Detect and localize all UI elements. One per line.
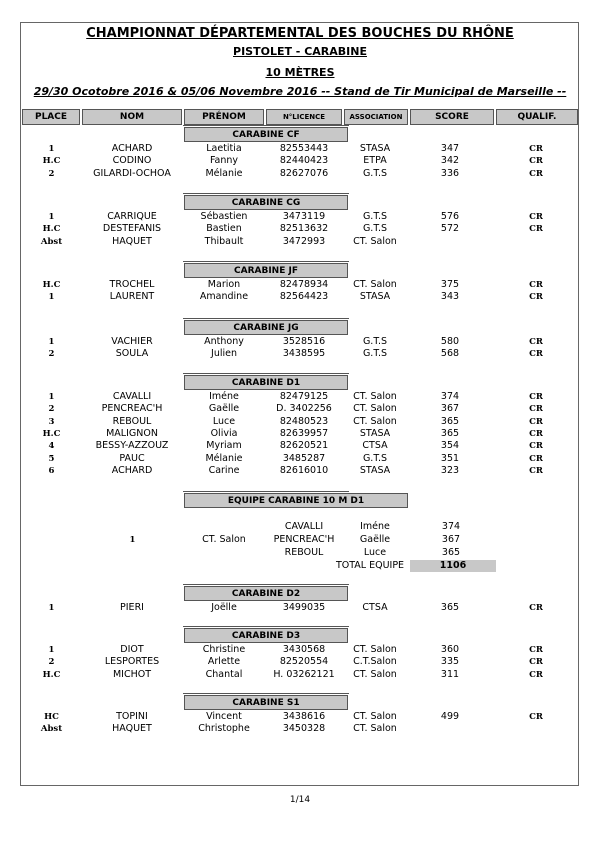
cell-licence: 3450328 [282, 723, 326, 735]
cell-nom: LESPORTES [104, 656, 160, 668]
cell-score: 374 [440, 391, 460, 402]
cell-place: 1 [48, 337, 55, 347]
cell-association: CTSA [362, 602, 388, 613]
cell-nom: MICHOT [112, 668, 152, 680]
cell-association: G.T.S [362, 452, 388, 464]
cell-nom: REBOUL [112, 415, 152, 427]
cell-nom: CARRIQUE [107, 211, 157, 222]
cell-place: 1 [48, 292, 55, 303]
cell-place: 1 [48, 603, 55, 613]
cell-score: 323 [440, 464, 460, 476]
cell-nom: DIOT [120, 644, 144, 655]
team-member-firstname: Gaëlle [359, 534, 391, 545]
cell-score: 572 [440, 223, 460, 235]
cell-nom: SOULA [115, 348, 149, 360]
cell-association: G.T.S [362, 167, 388, 179]
cell-qualif: CR [529, 280, 543, 290]
cell-association: CT. Salon [353, 391, 397, 402]
cell-nom: HAQUET [112, 723, 152, 735]
cell-association: STASA [359, 427, 391, 439]
cell-nom: BESSY-AZZOUZ [95, 440, 169, 452]
cell-association: STASA [359, 143, 391, 154]
cell-association: C.T.Salon [353, 656, 397, 668]
cell-licence: 82627076 [279, 167, 329, 179]
cell-licence: 82639957 [279, 427, 329, 439]
team-total-score: 1106 [410, 560, 496, 572]
cell-prenom: Fanny [209, 155, 239, 167]
category-header: CARABINE JF [184, 263, 348, 278]
cell-prenom: Mélanie [205, 167, 243, 179]
cell-prenom: Julien [211, 348, 237, 360]
cell-prenom: Laetitia [206, 143, 242, 154]
cell-score: 342 [440, 155, 460, 167]
cell-place: 3 [48, 416, 55, 427]
cell-qualif: CR [529, 292, 543, 303]
cell-licence: 82620521 [279, 440, 329, 452]
cell-qualif: CR [529, 144, 543, 154]
cell-association: CT. Salon [353, 235, 397, 247]
category-header: CARABINE CF [184, 127, 348, 142]
team-member-name: REBOUL [284, 547, 324, 558]
cell-score: 336 [440, 167, 460, 179]
cell-qualif: CR [529, 337, 543, 347]
cell-place: 2 [48, 657, 55, 668]
cell-place: H.C [42, 280, 61, 290]
cell-nom: CAVALLI [112, 391, 152, 402]
cell-association: CT. Salon [353, 279, 397, 290]
cell-place: 2 [48, 168, 55, 179]
cell-licence: 82478934 [279, 279, 329, 290]
cell-licence: 3499035 [282, 602, 326, 613]
cell-nom: ACHARD [111, 143, 153, 154]
page-number: 1/14 [289, 795, 311, 805]
cell-place: 2 [48, 404, 55, 415]
cell-association: CT. Salon [353, 644, 397, 655]
cell-prenom: Sébastien [200, 211, 248, 222]
cell-licence: 82553443 [279, 143, 329, 154]
cell-place: H.C [42, 428, 61, 439]
cell-place: Abst [40, 724, 63, 735]
cell-prenom: Amandine [199, 291, 249, 303]
cell-place: 1 [48, 212, 55, 222]
cell-association: CTSA [362, 440, 388, 452]
team-member-firstname: Luce [363, 547, 387, 558]
team-total-label: TOTAL EQUIPE [335, 560, 405, 571]
team-member-score: 365 [441, 547, 461, 558]
cell-place: H.C [42, 156, 61, 167]
cell-score: 375 [440, 279, 460, 290]
cell-licence: 3528516 [282, 336, 326, 347]
cell-licence: 3438616 [282, 711, 326, 722]
cell-licence: 82616010 [279, 464, 329, 476]
category-header: CARABINE S1 [184, 695, 348, 710]
cell-prenom: Mélanie [205, 452, 243, 464]
cell-prenom: Christophe [198, 723, 250, 735]
category-header: CARABINE D3 [184, 628, 348, 643]
cell-score: 568 [440, 348, 460, 360]
cell-licence: D. 3402256 [276, 403, 332, 415]
team-member-score: 374 [441, 521, 461, 532]
col-header-nom: NOM [82, 109, 182, 125]
cell-prenom: Christine [202, 644, 246, 655]
cell-place: 4 [48, 441, 55, 452]
cell-nom: TROCHEL [109, 279, 155, 290]
cell-licence: 82479125 [279, 391, 329, 402]
cell-score: 360 [440, 644, 460, 655]
cell-prenom: Thibault [204, 235, 244, 247]
cell-nom: TOPINI [116, 711, 148, 722]
cell-association: CT. Salon [353, 403, 397, 415]
team-member-name: PENCREAC'H [273, 534, 335, 545]
team-club: CT. Salon [202, 534, 246, 545]
cell-place: 1 [48, 645, 55, 655]
cell-licence: 82480523 [279, 415, 329, 427]
cell-prenom: Luce [212, 415, 236, 427]
cell-qualif: CR [529, 349, 543, 360]
cell-association: STASA [359, 464, 391, 476]
cell-qualif: CR [529, 416, 543, 427]
cell-nom: CODINO [112, 155, 152, 167]
cell-score: 365 [440, 415, 460, 427]
distance-label: 10 MÈTRES [265, 66, 335, 79]
discipline-subtitle: PISTOLET - CARABINE [233, 45, 367, 58]
cell-qualif: CR [529, 657, 543, 668]
cell-nom: VACHIER [111, 336, 153, 347]
cell-association: CT. Salon [353, 711, 397, 722]
cell-score: 354 [440, 440, 460, 452]
cell-score: 365 [440, 427, 460, 439]
page-title: CHAMPIONNAT DÉPARTEMENTAL DES BOUCHES DU RHÔNE [86, 26, 514, 41]
cell-qualif: CR [529, 645, 543, 655]
cell-qualif: CR [529, 669, 543, 680]
team-member-firstname: Iméne [360, 521, 390, 532]
category-header: CARABINE CG [184, 195, 348, 210]
cell-place: 6 [48, 465, 55, 476]
cell-licence: 82520554 [279, 656, 329, 668]
cell-place: HC [44, 712, 59, 722]
cell-prenom: Vincent [206, 711, 242, 722]
cell-nom: HAQUET [112, 235, 152, 247]
cell-nom: PIERI [120, 602, 144, 613]
cell-association: G.T.S [362, 211, 388, 222]
cell-score: 347 [440, 143, 460, 154]
cell-association: CT. Salon [353, 415, 397, 427]
cell-prenom: Carine [208, 464, 240, 476]
cell-place: 1 [48, 392, 55, 402]
cell-place: 2 [48, 349, 55, 360]
team-member-score: 367 [441, 534, 461, 545]
cell-score: 576 [440, 211, 460, 222]
col-header-association: ASSOCIATION [344, 109, 408, 125]
cell-qualif: CR [529, 212, 543, 222]
cell-licence: 3472993 [282, 235, 326, 247]
cell-qualif: CR [529, 441, 543, 452]
cell-score: 580 [440, 336, 460, 347]
cell-prenom: Anthony [204, 336, 244, 347]
cell-prenom: Myriam [206, 440, 242, 452]
cell-place: 5 [48, 453, 55, 464]
cell-prenom: Marion [207, 279, 241, 290]
cell-licence: 82564423 [279, 291, 329, 303]
event-dates: 29/30 Ocotobre 2016 & 05/06 Novembre 2016 -- Stand de Tir Municipal de Marseille -- [33, 85, 567, 98]
cell-licence: 82440423 [279, 155, 329, 167]
cell-nom: DESTEFANIS [102, 223, 162, 235]
cell-qualif: CR [529, 224, 543, 235]
cell-licence: H. 03262121 [273, 668, 335, 680]
team-member-name: CAVALLI [284, 521, 324, 532]
cell-qualif: CR [529, 168, 543, 179]
cell-prenom: Iméne [209, 391, 239, 402]
col-header-qualif: QUALIF. [496, 109, 578, 125]
cell-nom: PENCREAC'H [101, 403, 163, 415]
cell-licence: 3485287 [282, 452, 326, 464]
cell-association: G.T.S [362, 348, 388, 360]
cell-score: 335 [440, 656, 460, 668]
cell-nom: LAURENT [109, 291, 155, 303]
cell-nom: GILARDI-OCHOA [93, 167, 171, 179]
cell-prenom: Bastien [206, 223, 242, 235]
cell-licence: 3430568 [282, 644, 326, 655]
cell-association: G.T.S [362, 336, 388, 347]
cell-association: STASA [359, 291, 391, 303]
cell-place: Abst [40, 236, 63, 247]
cell-place: H.C [42, 224, 61, 235]
cell-qualif: CR [529, 453, 543, 464]
cell-qualif: CR [529, 712, 543, 722]
cell-prenom: Olivia [210, 427, 238, 439]
col-header-prenom: PRÉNOM [184, 109, 264, 125]
cell-score: 365 [440, 602, 460, 613]
category-header: CARABINE D1 [184, 375, 348, 390]
team-place: 1 [129, 535, 136, 545]
category-header: CARABINE D2 [184, 586, 348, 601]
cell-association: CT. Salon [353, 668, 397, 680]
cell-qualif: CR [529, 156, 543, 167]
cell-qualif: CR [529, 392, 543, 402]
cell-qualif: CR [529, 465, 543, 476]
cell-association: G.T.S [362, 223, 388, 235]
cell-licence: 3473119 [282, 211, 326, 222]
cell-score: 351 [440, 452, 460, 464]
cell-qualif: CR [529, 428, 543, 439]
cell-place: H.C [42, 669, 61, 680]
col-header-score: SCORE [410, 109, 494, 125]
cell-qualif: CR [529, 404, 543, 415]
team-category-header: EQUIPE CARABINE 10 M D1 [184, 493, 408, 508]
cell-prenom: Gaëlle [208, 403, 240, 415]
cell-score: 499 [440, 711, 460, 722]
cell-score: 343 [440, 291, 460, 303]
cell-association: CT. Salon [353, 723, 397, 735]
cell-place: 1 [48, 144, 55, 154]
col-header-licence: N°LICENCE [266, 109, 342, 125]
cell-nom: PAUC [119, 452, 145, 464]
cell-prenom: Arlette [207, 656, 241, 668]
cell-prenom: Joëlle [211, 602, 237, 613]
col-header-place: PLACE [22, 109, 80, 125]
cell-qualif: CR [529, 603, 543, 613]
category-header: CARABINE JG [184, 320, 348, 335]
cell-nom: MALIGNON [106, 427, 158, 439]
cell-licence: 82513632 [279, 223, 329, 235]
cell-score: 311 [440, 668, 460, 680]
cell-licence: 3438595 [282, 348, 326, 360]
cell-prenom: Chantal [205, 668, 243, 680]
cell-association: ETPA [363, 155, 387, 167]
cell-score: 367 [440, 403, 460, 415]
cell-nom: ACHARD [111, 464, 153, 476]
